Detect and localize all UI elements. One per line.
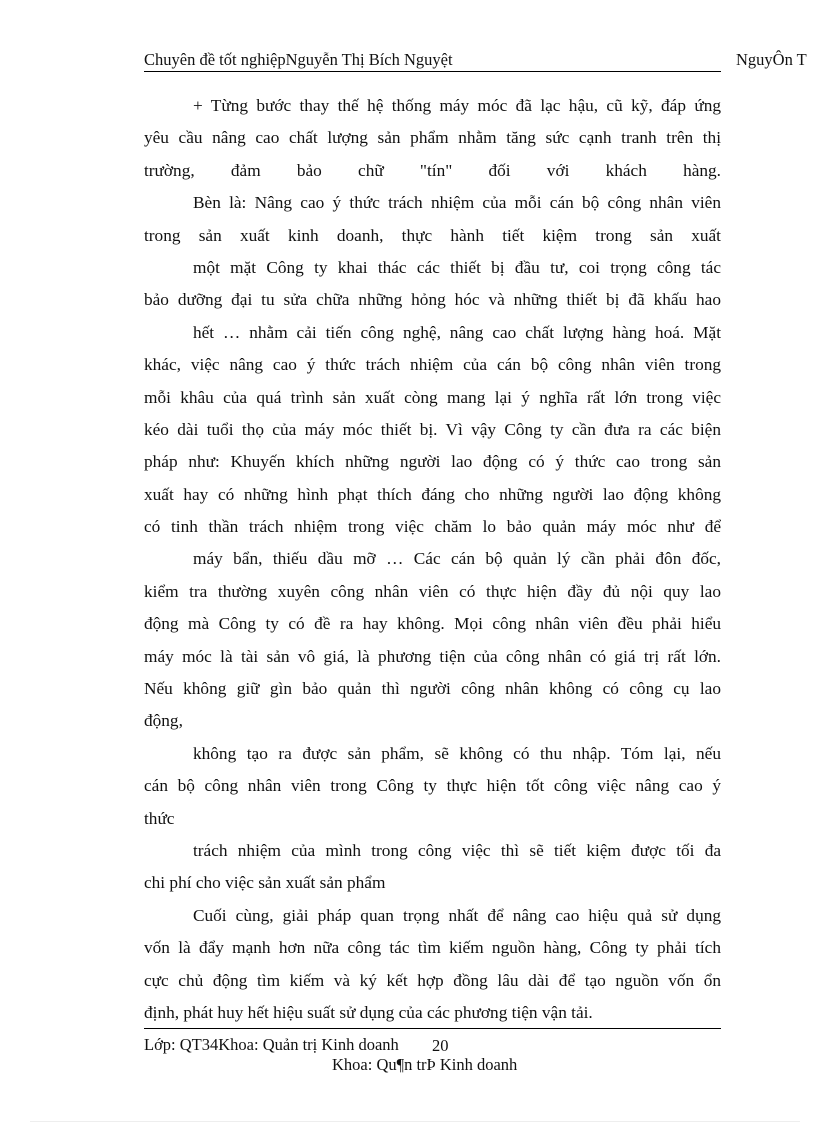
footer-class-info: Lớp: QT34Khoa: Quản trị Kinh doanh [144,1035,399,1054]
body-line: trong sản xuất kinh doanh, thực hành tiết kiệm trong sản xuất [144,225,721,245]
body-line: máy bẩn, thiếu dầu mỡ … Các cán bộ quản lý cần phải đôn đốc, [193,549,721,569]
body-line: máy móc là tài sản vô giá, là phương tiện của công nhân có giá trị rất lớn. [144,646,721,666]
body-line: kiểm tra thường xuyên công nhân viên có thực hiện đầy đủ nội quy lao [144,581,721,601]
footer-divider [144,1028,721,1029]
body-line: hết … nhằm cải tiến công nghệ, nâng cao chất lượng hàng hoá. Mặt [193,322,721,342]
body-line: định, phát huy hết hiệu suất sử dụng của các phương tiện vận tải. [144,1002,593,1022]
page-bottom-edge [30,1121,800,1122]
document-body [144,90,721,1029]
header-title-right: NguyÔn T [736,50,807,69]
body-line: Bèn là: Nâng cao ý thức trách nhiệm của mỗi cán bộ công nhân viên [193,193,721,213]
body-line: trường, đảm bảo chữ "tín" đối với khách hàng. [144,160,721,180]
footer-faculty: Khoa: Qu¶n trÞ Kinh doanh [332,1055,518,1074]
body-line: bảo dưỡng đại tu sửa chữa những hỏng hóc và những thiết bị đã khấu hao [144,290,721,310]
body-line: có tinh thần trách nhiệm trong việc chăm lo bảo quản máy móc như để [144,517,721,537]
body-line: pháp như: Khuyến khích những người lao động có ý thức cao trong sản [144,452,721,472]
header-divider [144,71,721,72]
body-line: mỗi khâu của quá trình sản xuất còng mang lại ý nghĩa rất lớn trong việc [144,387,721,407]
body-line: cực chủ động tìm kiếm và ký kết hợp đồng lâu dài để tạo nguồn vốn ổn [144,970,721,990]
body-line: một mặt Công ty khai thác các thiết bị đầu tư, coi trọng công tác [193,257,721,277]
body-line: động, [144,711,183,731]
body-line: kéo dài tuổi thọ của máy móc thiết bị. Vì vậy Công ty cần đưa ra các biện [144,419,721,439]
body-line: + Từng bước thay thế hệ thống máy móc đã lạc hậu, cũ kỹ, đáp ứng [193,96,721,115]
body-line: Nếu không giữ gìn bảo quản thì người công nhân không có công cụ lao [144,679,721,699]
body-line: thức [144,808,175,828]
body-line: khác, việc nâng cao ý thức trách nhiệm của cán bộ công nhân viên trong [144,355,721,375]
body-line: cán bộ công nhân viên trong Công ty thực hiện tốt công việc nâng cao ý [144,776,721,796]
page-number: 20 [432,1036,449,1055]
body-line: không tạo ra được sản phẩm, sẽ không có thu nhập. Tóm lại, nếu [193,743,721,763]
body-line: trách nhiệm của mình trong công việc thì sẽ tiết kiệm được tối đa [193,840,721,860]
body-line: yêu cầu nâng cao chất lượng sản phẩm nhằm tăng sức cạnh tranh trên thị [144,128,721,148]
body-line: xuất hay có những hình phạt thích đáng cho những người lao động không [144,484,721,504]
body-line: vốn là đẩy mạnh hơn nữa công tác tìm kiếm nguồn hàng, Công ty phải tích [144,938,721,958]
body-line: chi phí cho việc sản xuất sản phẩm [144,873,386,893]
header-title-left: Chuyên đề tốt nghiệpNguyễn Thị Bích Nguyệt [144,50,453,69]
body-line: động mà Công ty có đề ra hay không. Mọi công nhân viên đều phải hiểu [144,614,721,634]
body-line: Cuối cùng, giải pháp quan trọng nhất để nâng cao hiệu quả sử dụng [193,905,721,925]
